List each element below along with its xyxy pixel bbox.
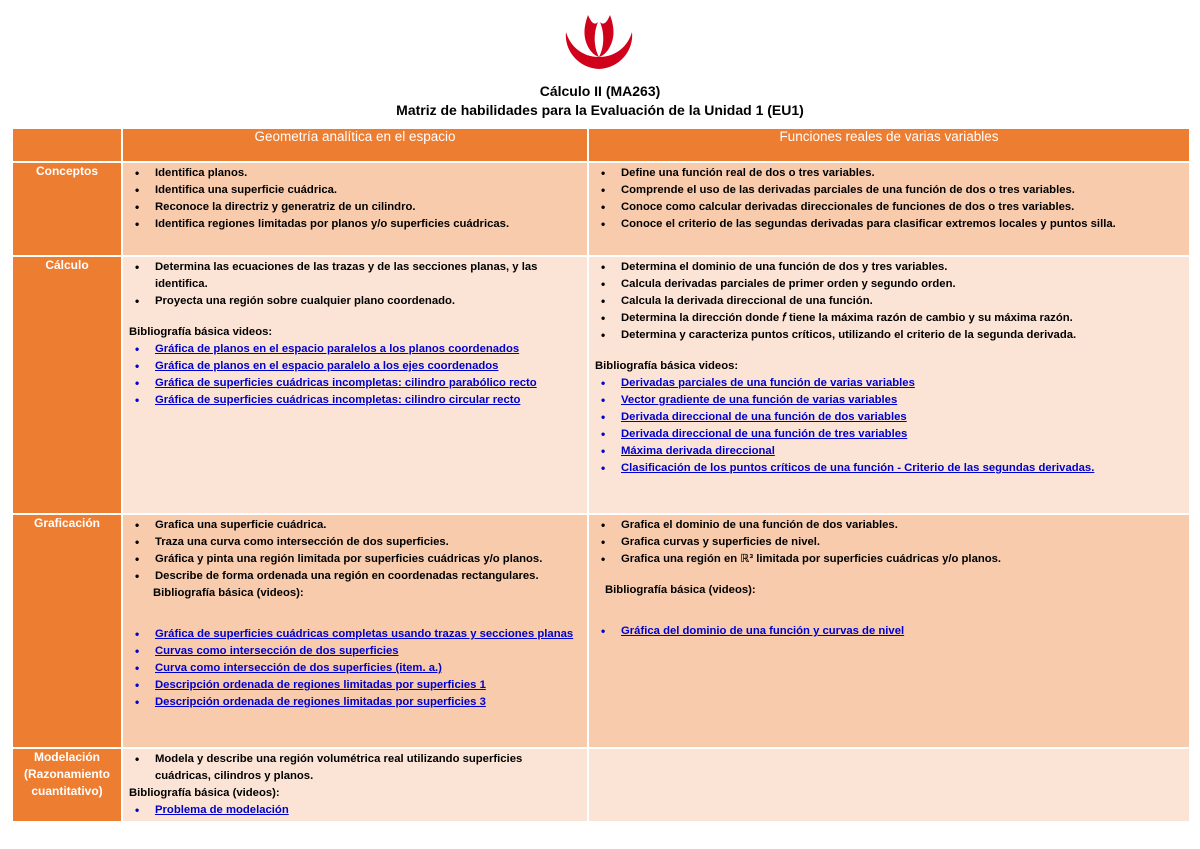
list-item: • Determina la dirección donde 𝑓 tiene la máxima razón de cambio y su máxima razón. xyxy=(595,310,1179,327)
video-link[interactable]: Curvas como intersección de dos superficies xyxy=(155,645,399,657)
list-item: • Conoce el criterio de las segundas derivadas para clasificar extremos locales y puntos silla. xyxy=(595,216,1179,233)
corner-cell xyxy=(12,128,122,162)
upc-flame-logo-icon xyxy=(560,12,638,72)
column-header-geometria: Geometría analítica en el espacio xyxy=(122,128,588,162)
list-item: • Describe de forma ordenada una región en coordenadas rectangulares. xyxy=(129,568,577,585)
table-header-row xyxy=(12,128,1190,162)
list-item xyxy=(129,375,577,392)
document-titles xyxy=(0,82,1200,120)
video-link[interactable]: Gráfica de superficies cuádricas incompletas: cilindro circular recto xyxy=(155,394,521,406)
video-link[interactable]: Gráfica de superficies cuádricas completas usando trazas y secciones planas xyxy=(155,628,574,640)
cell-conceptos-funciones xyxy=(588,162,1190,256)
list-item: • Determina y caracteriza puntos críticos, utilizando el criterio de la segunda derivada. xyxy=(595,327,1179,344)
video-link[interactable]: Clasificación de los puntos críticos de una función - Criterio de las segundas derivadas. xyxy=(621,462,1095,474)
skills-matrix-table xyxy=(11,127,1191,823)
row-label-calculo: Cálculo xyxy=(12,256,122,514)
list-item: • Grafica el dominio de una función de dos variables. xyxy=(595,517,1179,534)
list-item xyxy=(129,392,577,409)
bibliography-heading: Bibliografía básica (videos): xyxy=(605,584,756,596)
list-item: • Grafica curvas y superficies de nivel. xyxy=(595,534,1179,551)
video-link[interactable]: Gráfica del dominio de una función y curvas de nivel xyxy=(621,625,905,637)
course-title: Cálculo II (MA263) xyxy=(539,83,661,99)
video-link[interactable]: Derivada direccional de una función de dos variables xyxy=(621,411,907,423)
list-item xyxy=(595,460,1179,477)
list-item xyxy=(129,677,577,694)
list-item xyxy=(129,643,577,660)
row-label-graficacion: Graficación xyxy=(12,514,122,748)
row-label-modelacion xyxy=(12,748,122,822)
list-item xyxy=(129,660,577,677)
list-item xyxy=(595,443,1179,460)
list-item: • Identifica regiones limitadas por planos y/o superficies cuádricas. xyxy=(129,216,577,233)
list-item xyxy=(595,375,1179,392)
row-conceptos xyxy=(12,162,1190,256)
document-subtitle: Matriz de habilidades para la Evaluación de la Unidad 1 (EU1) xyxy=(396,102,804,118)
cell-graficacion-geometria xyxy=(122,514,588,748)
list-item: • Comprende el uso de las derivadas parciales de una función de dos o tres variables. xyxy=(595,182,1179,199)
row-label-line: Modelación xyxy=(33,750,100,764)
list-item xyxy=(129,626,577,643)
video-link[interactable]: Derivadas parciales de una función de varias variables xyxy=(621,377,915,389)
video-link[interactable]: Descripción ordenada de regiones limitadas por superficies 3 xyxy=(155,696,486,708)
list-item xyxy=(129,694,577,711)
list-item: • Reconoce la directriz y generatriz de un cilindro. xyxy=(129,199,577,216)
video-link[interactable]: Gráfica de planos en el espacio paralelo a los ejes coordenados xyxy=(155,360,499,372)
bibliography-heading: Bibliografía básica (videos): xyxy=(129,787,280,799)
list-item: • Conoce como calcular derivadas direccionales de funciones de dos o tres variables. xyxy=(595,199,1179,216)
row-label-line: (Razonamiento xyxy=(23,767,110,781)
cell-modelacion-funciones xyxy=(588,748,1190,822)
list-item xyxy=(595,623,1179,640)
row-graficacion xyxy=(12,514,1190,748)
video-link[interactable]: Derivada direccional de una función de tres variables xyxy=(621,428,908,440)
bibliography-heading: Bibliografía básica videos: xyxy=(129,326,273,338)
row-label-conceptos: Conceptos xyxy=(12,162,122,256)
list-item xyxy=(595,426,1179,443)
list-item xyxy=(595,392,1179,409)
list-item xyxy=(129,358,577,375)
bibliography-heading: Bibliografía básica (videos): xyxy=(153,587,304,599)
video-link[interactable]: Descripción ordenada de regiones limitadas por superficies 1 xyxy=(155,679,486,691)
list-item: • Calcula la derivada direccional de una función. xyxy=(595,293,1179,310)
list-item xyxy=(595,409,1179,426)
video-link[interactable]: Problema de modelación xyxy=(155,804,289,816)
list-item: • Traza una curva como intersección de dos superficies. xyxy=(129,534,577,551)
row-label-line: cuantitativo) xyxy=(31,784,103,798)
list-item: • Proyecta una región sobre cualquier plano coordenado. xyxy=(129,293,577,310)
list-item: • Grafica una superficie cuádrica. xyxy=(129,517,577,534)
cell-calculo-geometria xyxy=(122,256,588,514)
row-calculo xyxy=(12,256,1190,514)
list-item: • Grafica una región en ℝ³ limitada por superficies cuádricas y/o planos. xyxy=(595,551,1179,568)
video-link[interactable]: Curva como intersección de dos superficies (item. a.) xyxy=(155,662,442,674)
video-link[interactable]: Gráfica de planos en el espacio paralelos a los planos coordenados xyxy=(155,343,520,355)
video-link[interactable]: Gráfica de superficies cuádricas incompletas: cilindro parabólico recto xyxy=(155,377,537,389)
video-link[interactable]: Máxima derivada direccional xyxy=(621,445,775,457)
list-item: • Determina las ecuaciones de las trazas y de las secciones planas, y las identifica. xyxy=(129,259,577,293)
bibliography-heading: Bibliografía básica videos: xyxy=(595,360,739,372)
list-item: • Calcula derivadas parciales de primer orden y segundo orden. xyxy=(595,276,1179,293)
cell-conceptos-geometria xyxy=(122,162,588,256)
list-item: • Identifica una superficie cuádrica. xyxy=(129,182,577,199)
cell-graficacion-funciones xyxy=(588,514,1190,748)
cell-modelacion-geometria xyxy=(122,748,588,822)
video-link[interactable]: Vector gradiente de una función de varias variables xyxy=(621,394,898,406)
column-header-funciones: Funciones reales de varias variables xyxy=(588,128,1190,162)
list-item: • Gráfica y pinta una región limitada por superficies cuádricas y/o planos. xyxy=(129,551,577,568)
list-item: • Define una función real de dos o tres variables. xyxy=(595,165,1179,182)
list-item: • Identifica planos. xyxy=(129,165,577,182)
cell-calculo-funciones xyxy=(588,256,1190,514)
list-item xyxy=(129,341,577,358)
list-item xyxy=(129,802,577,819)
list-item: • Determina el dominio de una función de dos y tres variables. xyxy=(595,259,1179,276)
row-modelacion xyxy=(12,748,1190,822)
list-item: • Modela y describe una región volumétrica real utilizando superficies cuádricas, cilindros y planos. xyxy=(129,751,577,785)
